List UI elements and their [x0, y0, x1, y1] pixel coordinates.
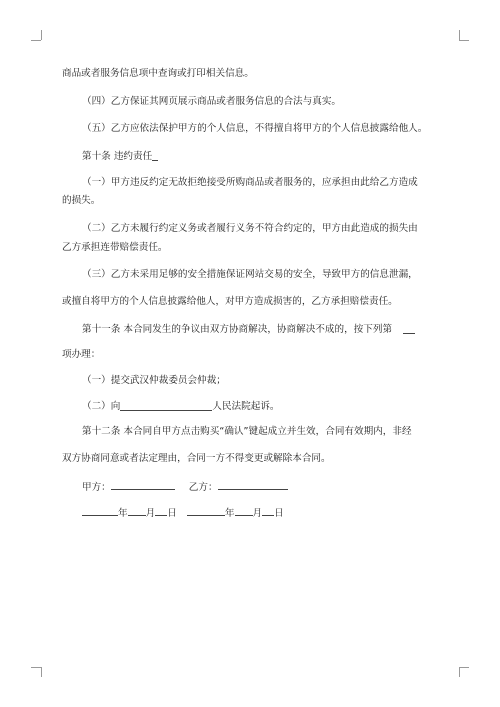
party-b-label: 乙方： — [188, 482, 218, 493]
court-name-blank — [120, 400, 212, 411]
article-11-option-2 — [82, 400, 444, 413]
article-10-title-text: 第十条 违约责任 — [82, 151, 153, 162]
article-11 — [82, 323, 444, 336]
crop-mark-bottom-right — [459, 667, 460, 677]
year-label: 年 — [224, 508, 235, 519]
article-11-cont: 项办理： — [62, 349, 101, 360]
crop-mark-bottom-left — [41, 667, 42, 677]
crop-mark-top-left — [41, 30, 42, 40]
date-line — [82, 505, 444, 520]
article-12-cont: 双方协商同意或者法定理由，合同一方不得变更或解除本合同。 — [62, 453, 331, 464]
day-label: 日 — [167, 508, 177, 519]
crop-mark-bottom-left — [31, 667, 41, 668]
underline-blank — [403, 323, 415, 334]
crop-mark-top-right — [459, 30, 460, 40]
party-b-blank — [218, 479, 288, 490]
clause-5: （五）乙方应依法保护甲方的个人信息，不得擅自将甲方的个人信息披露给他人。 — [82, 123, 428, 134]
month-blank — [128, 505, 146, 516]
option-2-prefix: （二）向 — [82, 401, 121, 412]
crop-mark-bottom-right — [459, 667, 469, 668]
article-10-title — [82, 150, 444, 163]
year-blank — [82, 505, 118, 516]
month-blank — [235, 505, 253, 516]
crop-mark-top-right — [459, 40, 469, 41]
article-11-text: 第十一条 本合同发生的争议由双方协商解决，协商解决不成的，按下列第 — [82, 324, 393, 335]
month-label: 月 — [145, 508, 156, 519]
crop-mark-top-left — [31, 40, 41, 41]
article-10-clause-2: （二）乙方未履行约定义务或者履行义务不符合约定的，甲方由此造成的损失由 — [82, 223, 418, 234]
year-blank — [187, 505, 225, 516]
day-label: 日 — [274, 508, 284, 519]
signature-line — [82, 479, 444, 494]
day-blank — [262, 505, 274, 516]
article-10-clause-1-cont: 的损失。 — [62, 195, 101, 206]
month-label: 月 — [252, 508, 263, 519]
clause-4: （四）乙方保证其网页展示商品或者服务信息的合法与真实。 — [82, 96, 342, 107]
article-11-option-1: （一）提交武汉仲裁委员会仲裁； — [82, 375, 226, 386]
option-2-suffix: 人民法院起诉。 — [212, 401, 280, 412]
underline-blank — [152, 150, 158, 161]
article-10-clause-1: （一）甲方违反约定无故拒绝接受所购商品或者服务的，应承担由此给乙方造成 — [82, 177, 418, 188]
year-label: 年 — [118, 508, 128, 519]
article-10-clause-2-cont: 乙方承担连带赔偿责任。 — [62, 242, 168, 253]
article-12: 第十二条 本合同自甲方点击购买“确认”键起成立并生效，合同有效期内，非经 — [82, 426, 412, 437]
article-10-clause-3-cont: 或擅自将甲方的个人信息披露给他人，对甲方造成损害的，乙方承担赔偿责任。 — [62, 296, 398, 307]
article-10-clause-3: （三）乙方未采用足够的安全措施保证网站交易的安全，导致甲方的信息泄漏， — [82, 269, 418, 280]
paragraph-line: 商品或者服务信息项中查询或打印相关信息。 — [62, 68, 254, 79]
party-a-label: 甲方： — [82, 482, 111, 493]
day-blank — [155, 505, 167, 516]
party-a-blank — [111, 479, 175, 490]
